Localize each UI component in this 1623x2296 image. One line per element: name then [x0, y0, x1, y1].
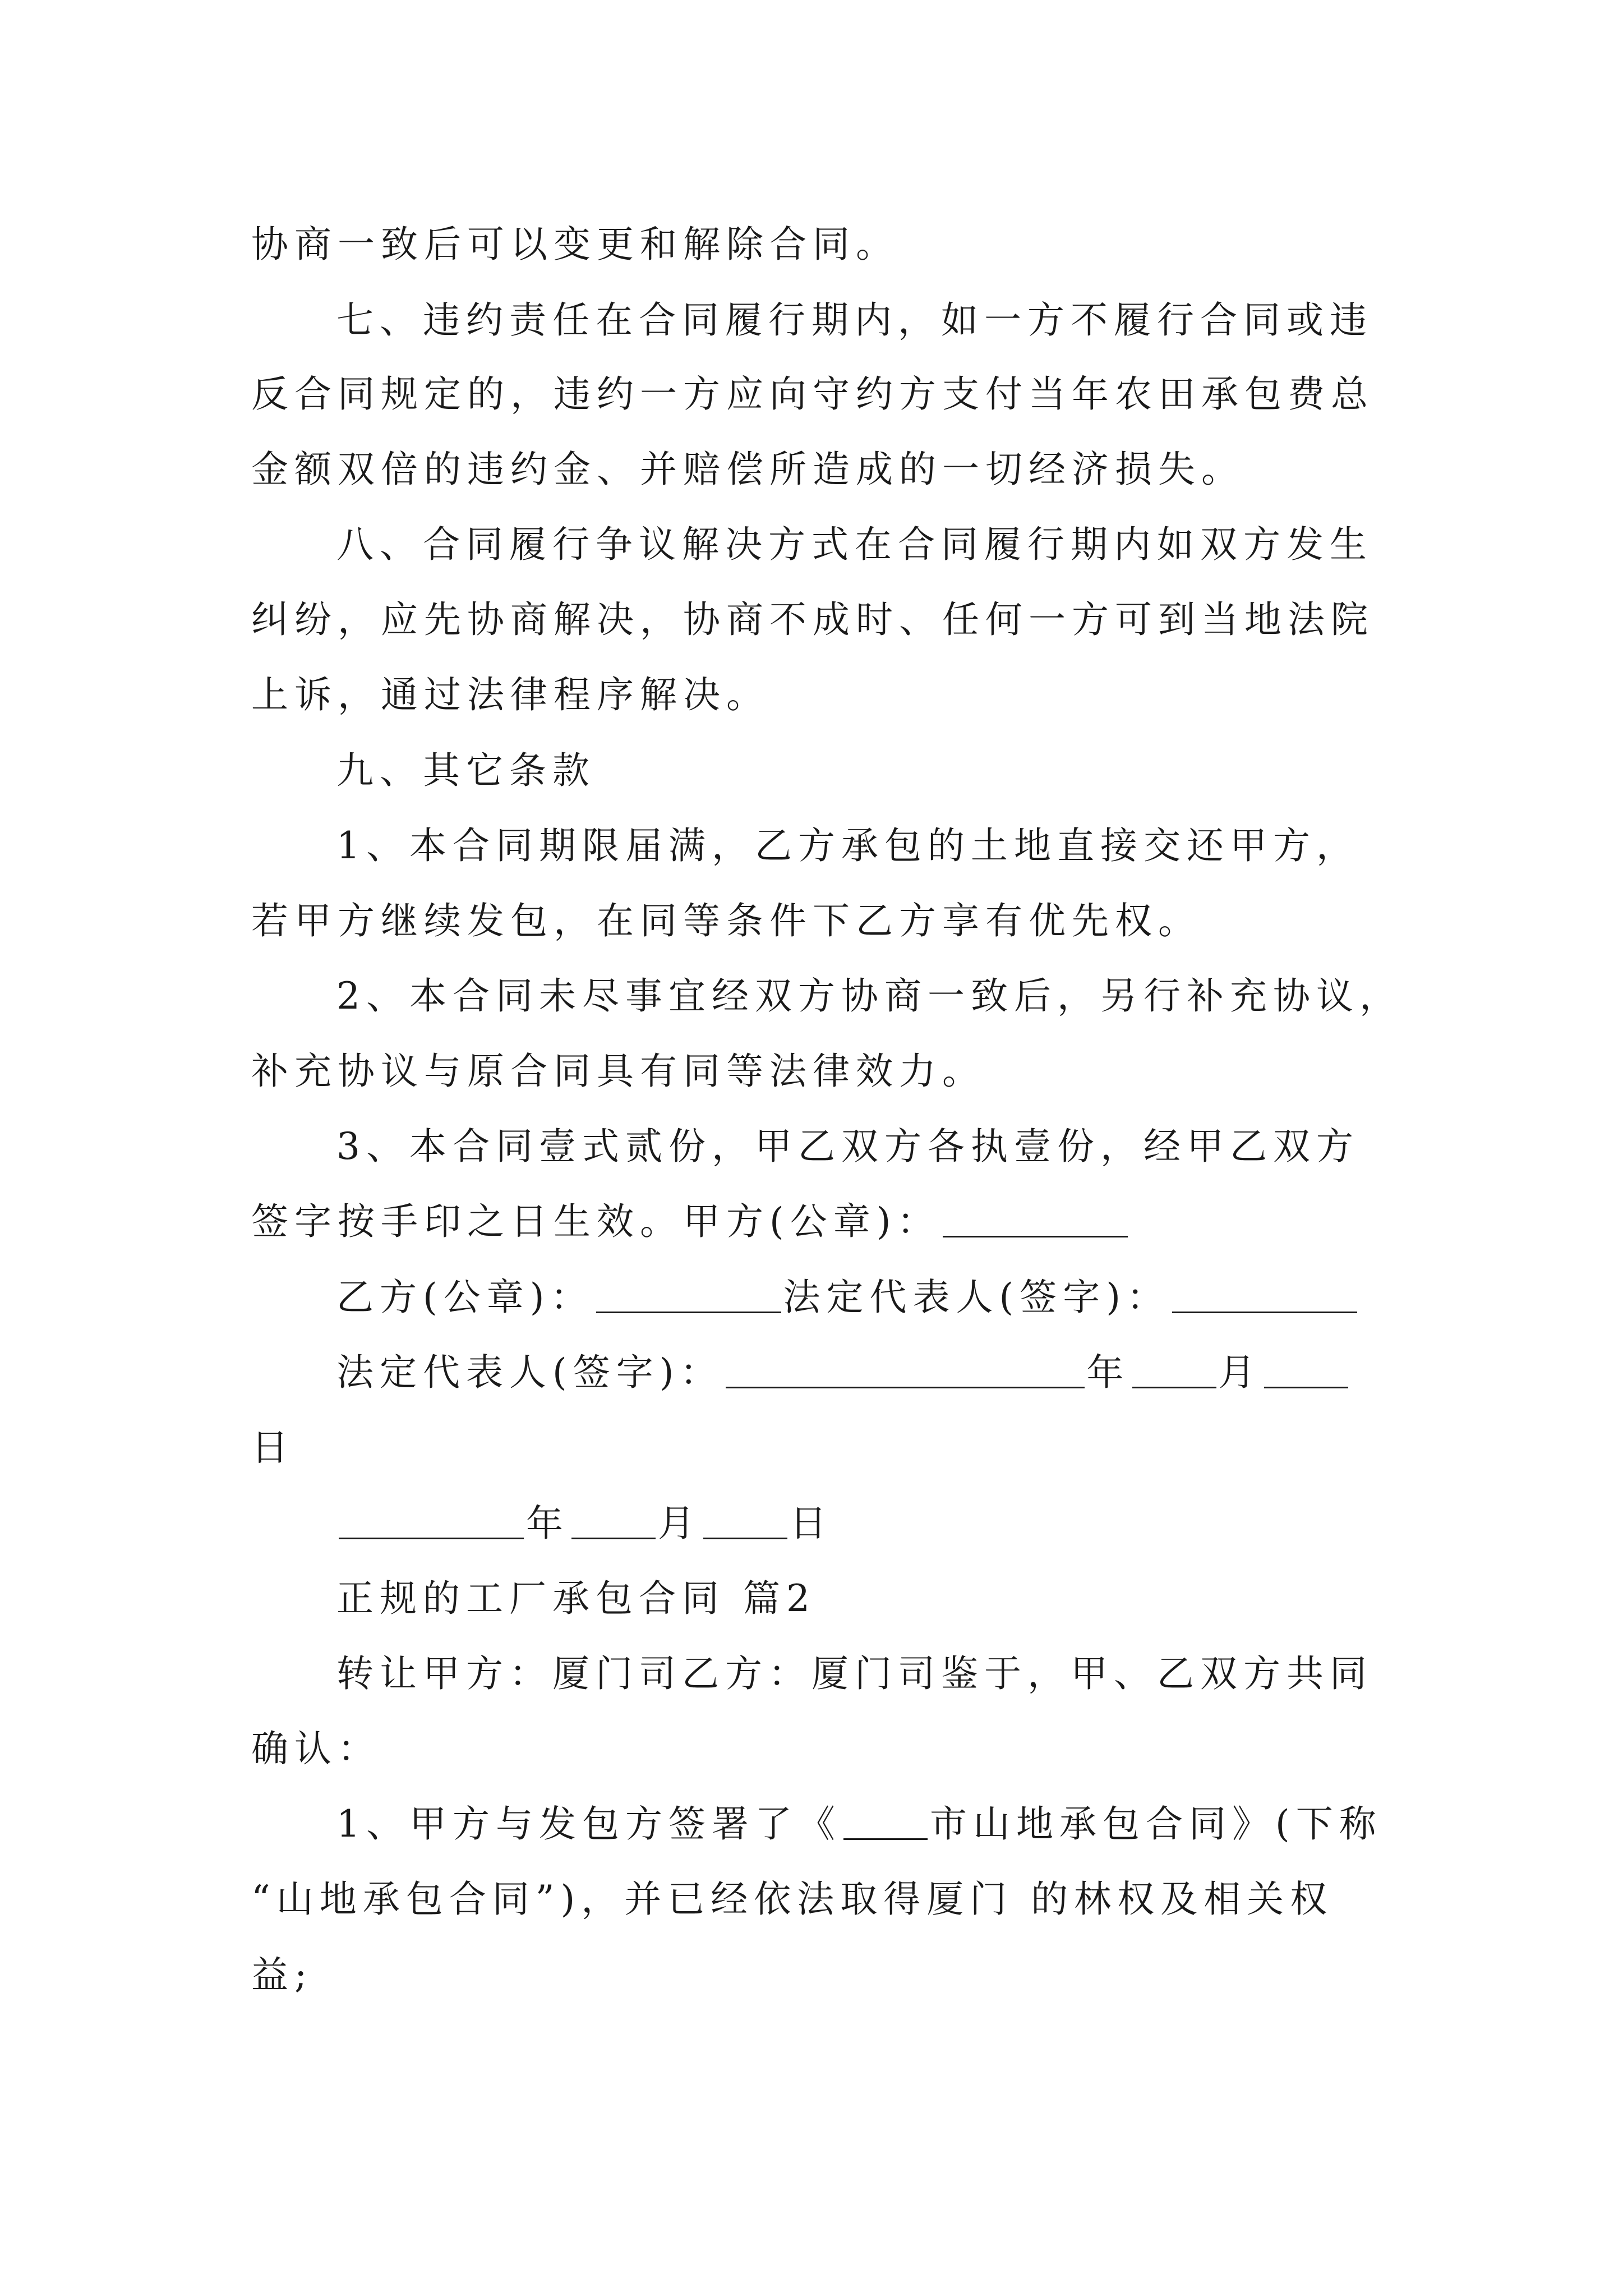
- paragraph-line: 反合同规定的，违约一方应向守约方支付当年农田承包费总: [251, 372, 1374, 416]
- party-b-seal-blank: [596, 1274, 781, 1313]
- legal-rep-label: 法定代表人(签字)：: [783, 1276, 1170, 1319]
- paragraph-line: 确认：: [251, 1727, 381, 1770]
- sub-clause-2-line: 2、本合同未尽事宜经双方协商一致后，另行补充协议，: [336, 974, 1403, 1018]
- year-label: 年: [526, 1502, 569, 1545]
- year-blank: [339, 1501, 524, 1539]
- sub-clause-1-line: 1、本合同期限届满，乙方承包的土地直接交还甲方，: [336, 824, 1359, 867]
- month-blank: [1132, 1350, 1216, 1388]
- paragraph-line: 益;: [251, 1953, 313, 1996]
- party-a-seal-blank: [943, 1199, 1128, 1237]
- party-b-seal-label: 乙方(公章)：: [336, 1276, 594, 1319]
- party-b-seal-line: [336, 1271, 1390, 1324]
- month-label: 月: [658, 1502, 701, 1545]
- item-1-text-a: 1、甲方与发包方签署了《: [336, 1802, 841, 1846]
- legal-rep-date-line: [336, 1346, 1390, 1400]
- paragraph-line: 纠纷，应先协商解决，协商不成时、任何一方可到当地法院: [251, 598, 1374, 641]
- paragraph-line: 补充协议与原合同具有同等法律效力。: [251, 1050, 985, 1093]
- month-label: 月: [1218, 1351, 1262, 1394]
- legal-rep-label: 法定代表人(签字)：: [336, 1351, 723, 1394]
- clause-8-heading-line: 八、合同履行争议解决方式在合同履行期内如双方发生: [336, 523, 1373, 566]
- item-1-line: [336, 1797, 1390, 1851]
- section-title: 正规的工厂承包合同 篇2: [336, 1577, 816, 1620]
- party-a-seal-line: [251, 1195, 1390, 1249]
- day-label: 日: [251, 1426, 294, 1469]
- clause-7-heading-line: 七、违约责任在合同履行期内，如一方不履行合同或违: [336, 298, 1373, 342]
- paragraph-line: 上诉，通过法律程序解决。: [251, 673, 769, 716]
- day-label: 日: [790, 1502, 833, 1545]
- sub-clause-3-line: 3、本合同壹式贰份，甲乙双方各执壹份，经甲乙双方: [336, 1125, 1359, 1168]
- parties-line: 转让甲方：厦门司乙方：厦门司鉴于，甲、乙双方共同: [336, 1652, 1373, 1695]
- year-label: 年: [1086, 1351, 1130, 1394]
- paragraph-line: 若甲方继续发包，在同等条件下乙方享有优先权。: [251, 899, 1201, 942]
- day-blank: [703, 1501, 787, 1539]
- party-a-seal-label: 签字按手印之日生效。甲方(公章)：: [251, 1200, 940, 1243]
- date-line: [336, 1497, 1390, 1550]
- paragraph-line: 金额双倍的违约金、并赔偿所造成的一切经济损失。: [251, 448, 1244, 491]
- signature-blank: [726, 1350, 1085, 1388]
- month-blank: [571, 1501, 656, 1539]
- day-blank: [1264, 1350, 1348, 1388]
- legal-rep-blank: [1172, 1274, 1357, 1313]
- city-blank: [843, 1801, 928, 1840]
- paragraph-line: 协商一致后可以变更和解除合同。: [251, 223, 899, 266]
- clause-9-heading: 九、其它条款: [336, 749, 596, 792]
- paragraph-line: “山地承包合同”)，并已经依法取得厦门 的林权及相关权: [251, 1878, 1334, 1921]
- item-1-text-b: 市山地承包合同》(下称: [930, 1802, 1382, 1846]
